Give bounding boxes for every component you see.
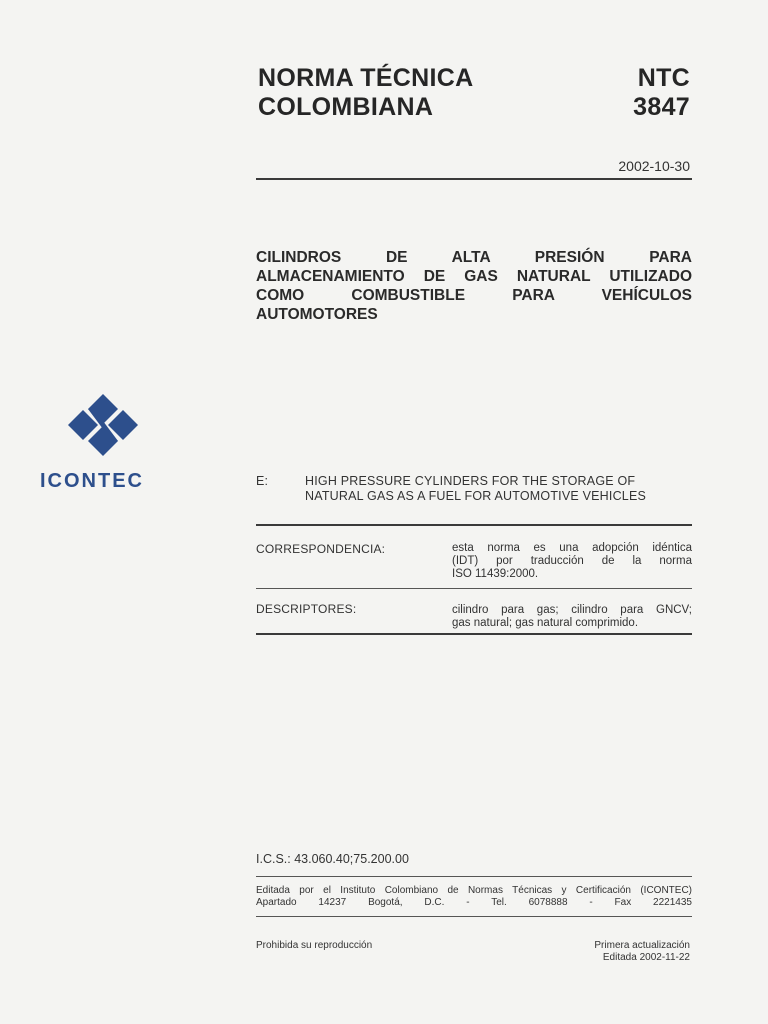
descriptores-value (452, 604, 692, 630)
correspondencia-line-3: ISO 11439:2000. (452, 568, 539, 580)
correspondencia-value (452, 542, 692, 581)
icontec-diamond-n-icon (66, 394, 140, 456)
icontec-logo-text: ICONTEC (40, 470, 144, 492)
subject-line-2: ALMACENAMIENTO DE GAS NATURAL UTILIZADO (256, 268, 692, 285)
subject-line-4: AUTOMOTORES (256, 306, 378, 323)
publisher-info (256, 885, 692, 909)
publisher-line-1: Editada por el Instituto Colombiano de Normas Técnicas y Certificación (ICONTEC) (256, 885, 692, 896)
norm-code-number: 3847 (633, 93, 690, 121)
correspondencia-label: CORRESPONDENCIA: (256, 542, 386, 556)
reproduction-notice: Prohibida su reproducción (256, 940, 373, 951)
correspondencia-line-1: esta norma es una adopción idéntica (452, 542, 692, 554)
edition-date: Editada 2002-11-22 (602, 952, 690, 963)
correspondencia-divider (256, 588, 692, 589)
norm-title-line2: COLOMBIANA (258, 93, 434, 121)
ics-code: I.C.S.: 43.060.40;75.200.00 (256, 852, 409, 866)
descriptores-line-1: cilindro para gas; cilindro para GNCV; (452, 604, 692, 616)
publisher-divider (256, 916, 692, 917)
norm-title-line1: NORMA TÉCNICA (258, 64, 474, 92)
english-title-line2: NATURAL GAS AS A FUEL FOR AUTOMOTIVE VEHICLES (305, 489, 647, 503)
norm-title (258, 64, 558, 122)
norm-code (560, 64, 690, 122)
header-divider (256, 178, 692, 180)
descriptores-line-2: gas natural; gas natural comprimido. (452, 617, 639, 629)
edition-update: Primera actualización (594, 940, 690, 951)
publisher-line-2: Apartado 14237 Bogotá, D.C. - Tel. 6078888 - Fax 2221435 (256, 897, 692, 908)
ics-divider (256, 876, 692, 877)
english-title (305, 474, 695, 504)
descriptores-divider (256, 633, 692, 635)
subject-line-3: COMO COMBUSTIBLE PARA VEHÍCULOS (256, 287, 692, 304)
english-title-line1: HIGH PRESSURE CYLINDERS FOR THE STORAGE OF (305, 474, 636, 488)
english-prefix: E: (256, 474, 269, 488)
descriptores-label: DESCRIPTORES: (256, 602, 357, 616)
norm-subject (256, 248, 692, 324)
subject-line-1: CILINDROS DE ALTA PRESIÓN PARA (256, 249, 692, 266)
edition-info (480, 940, 690, 964)
norm-date: 2002-10-30 (618, 158, 690, 174)
norm-code-prefix: NTC (637, 64, 690, 92)
correspondencia-line-2: (IDT) por traducción de la norma (452, 555, 692, 567)
english-divider (256, 524, 692, 526)
